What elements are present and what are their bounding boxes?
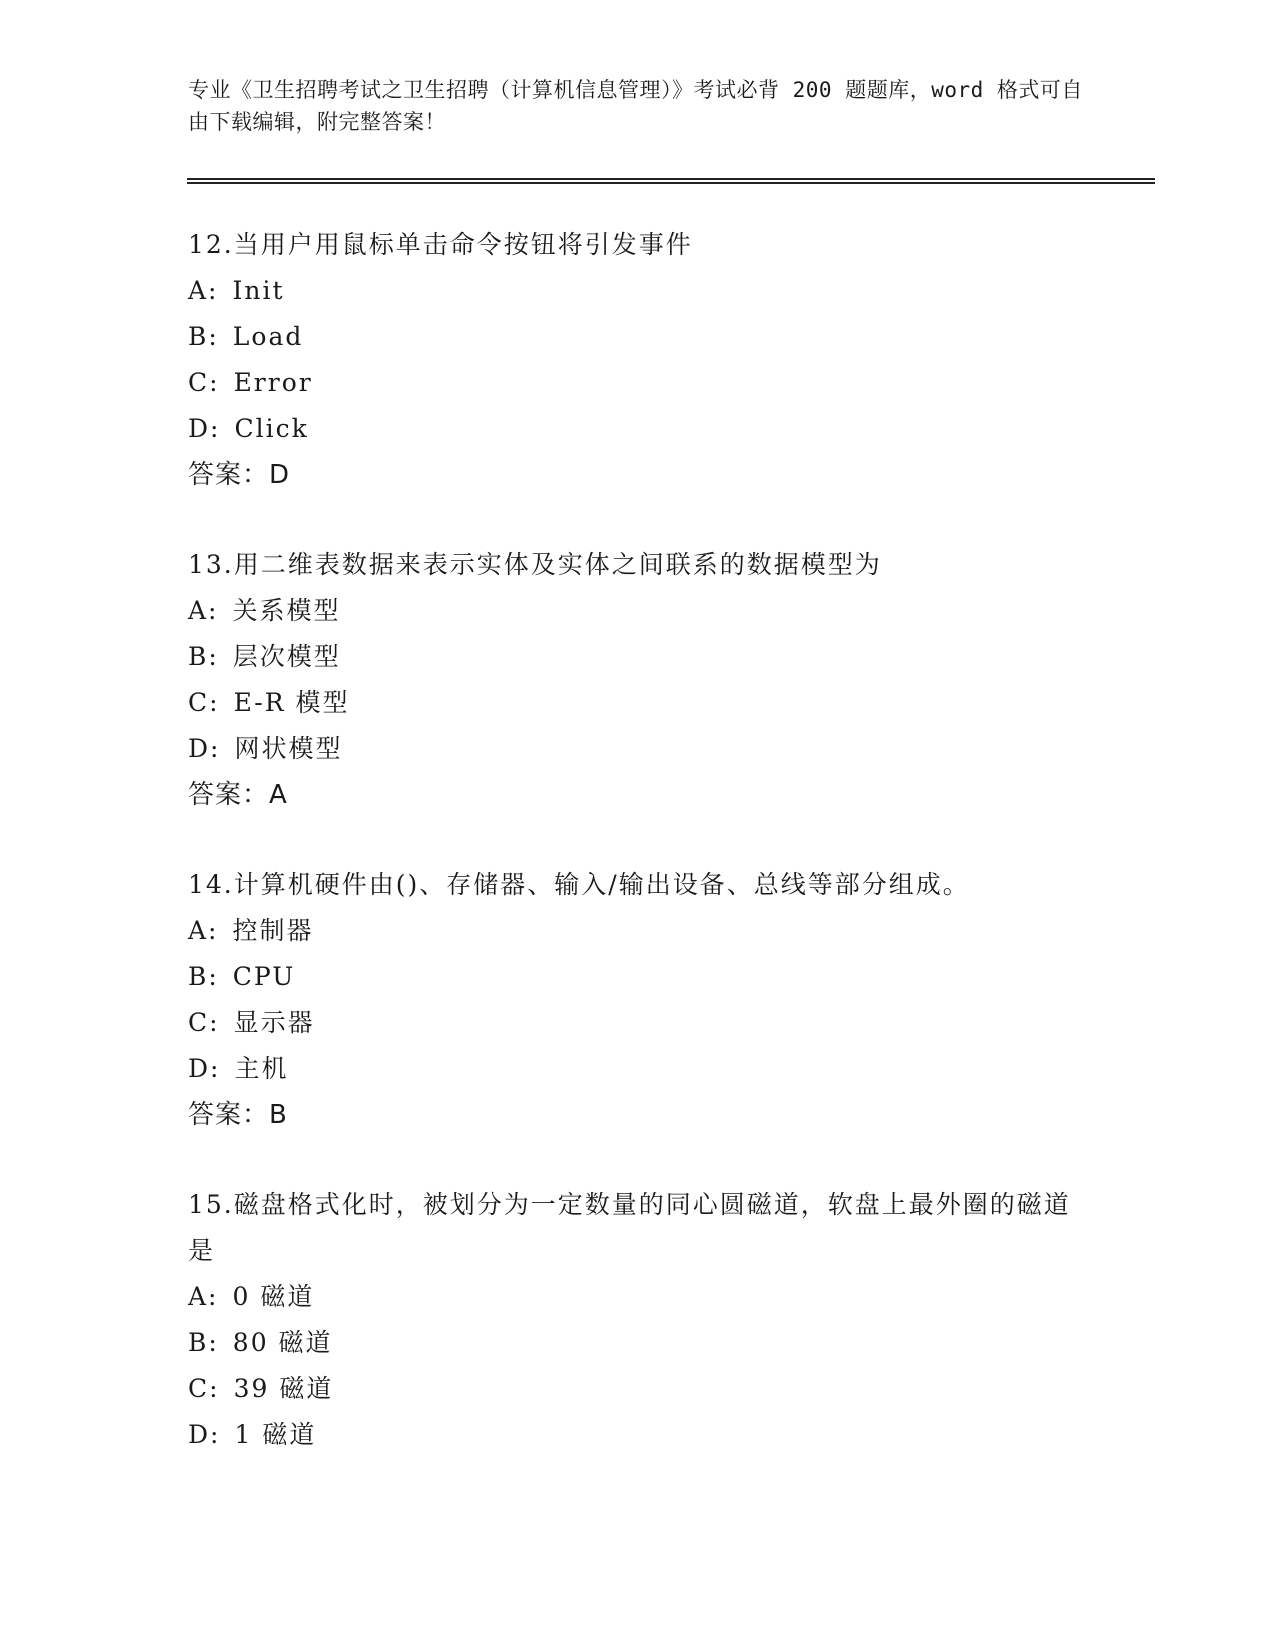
- option-b: B: CPU: [188, 962, 296, 991]
- header-divider: [187, 178, 1155, 184]
- option-a: A: Init: [188, 276, 285, 305]
- option-d: D: 主机: [188, 1054, 289, 1083]
- question-stem: 14.计算机硬件由()、存储器、输入/输出设备、总线等部分组成。: [188, 870, 970, 899]
- option-b: B: 80 磁道: [188, 1328, 333, 1357]
- option-a: A: 0 磁道: [188, 1282, 315, 1311]
- question-13: [188, 542, 882, 818]
- option-b: B: Load: [188, 322, 304, 351]
- option-c: C: Error: [188, 368, 313, 397]
- question-stem: 12.当用户用鼠标单击命令按钮将引发事件: [188, 230, 693, 259]
- option-c: C: 显示器: [188, 1008, 315, 1037]
- option-d: D: 网状模型: [188, 734, 343, 763]
- document-header: 专业《卫生招聘考试之卫生招聘（计算机信息管理）》考试必背 200 题题库，word 格式可自由下载编辑，附完整答案！: [188, 78, 1083, 134]
- answer-text: 答案：A: [188, 780, 288, 810]
- question-15: [188, 1182, 1088, 1458]
- option-a: A: 控制器: [188, 916, 314, 945]
- option-c: C: E-R 模型: [188, 688, 350, 717]
- question-14: [188, 862, 970, 1138]
- answer-text: 答案：B: [188, 1100, 288, 1130]
- question-stem: 13.用二维表数据来表示实体及实体之间联系的数据模型为: [188, 550, 882, 579]
- answer-text: 答案：D: [188, 460, 291, 490]
- option-d: D: 1 磁道: [188, 1420, 317, 1449]
- option-a: A: 关系模型: [188, 596, 341, 625]
- option-b: B: 层次模型: [188, 642, 341, 671]
- question-12: [188, 222, 693, 498]
- option-c: C: 39 磁道: [188, 1374, 334, 1403]
- option-d: D: Click: [188, 414, 309, 443]
- question-stem: 15.磁盘格式化时，被划分为一定数量的同心圆磁道，软盘上最外圈的磁道是: [188, 1190, 1071, 1265]
